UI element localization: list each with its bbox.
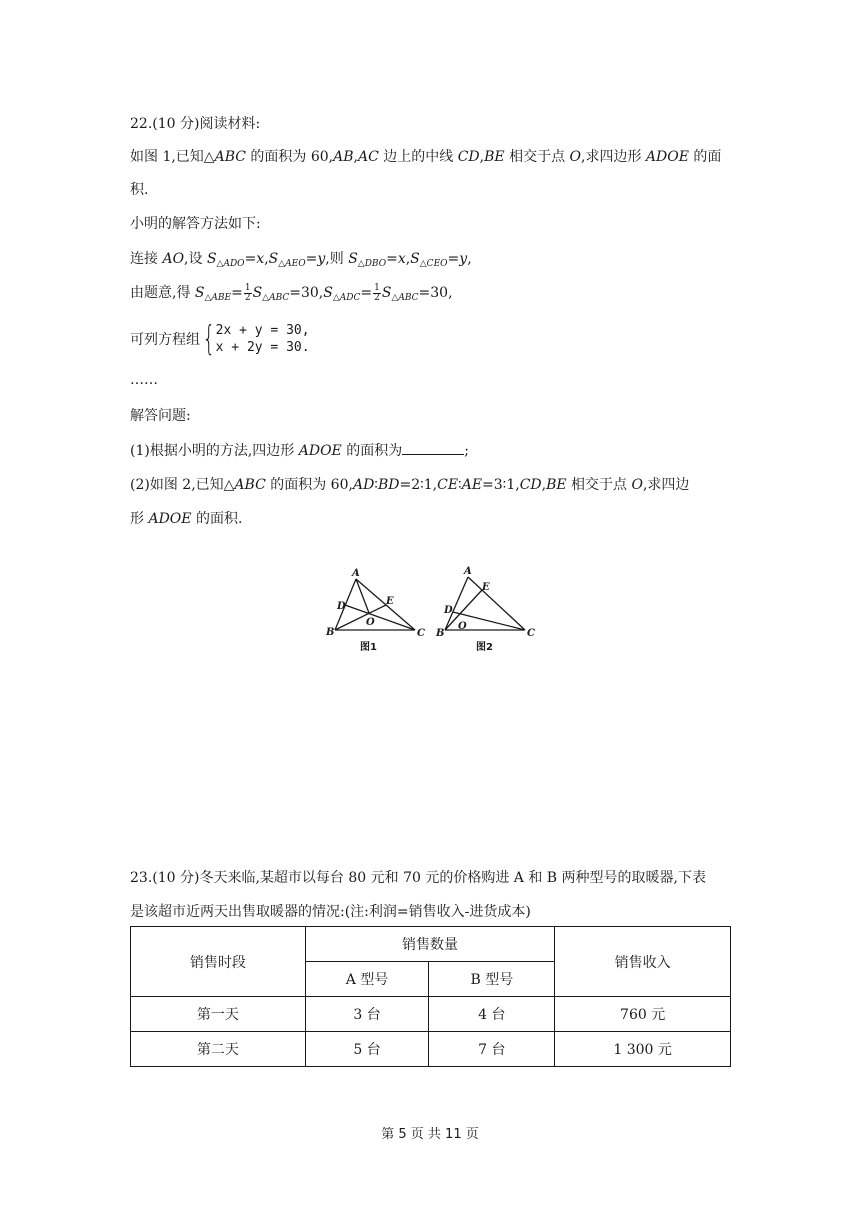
text: AO xyxy=(162,251,185,267)
text: 相交于点 xyxy=(504,149,570,165)
subscript: △DBO xyxy=(357,259,387,269)
q22-line8: 解答问题: xyxy=(130,408,191,424)
fig1-label-e: E xyxy=(386,596,394,607)
text: 的面 xyxy=(688,149,722,165)
subscript: △ABC xyxy=(391,293,419,303)
fig2-label-o: O xyxy=(458,621,467,632)
q22-line2: 积. xyxy=(130,182,149,198)
text: S xyxy=(410,251,420,267)
cell-income: 760 元 xyxy=(555,997,731,1032)
text: , xyxy=(264,251,269,267)
text: S xyxy=(206,251,217,267)
text: S xyxy=(252,285,263,301)
sales-table xyxy=(130,926,731,1067)
text: ADOE xyxy=(298,443,342,459)
text: 的面积为 60, xyxy=(245,149,334,165)
text: ,求四边形 xyxy=(581,149,646,165)
text: ∶ xyxy=(458,477,462,493)
cell-model-a: 3 台 xyxy=(305,997,429,1032)
header-quantity: 销售数量 xyxy=(305,927,555,962)
text: y xyxy=(317,251,326,267)
text: CD xyxy=(519,477,542,493)
text: , xyxy=(479,149,485,165)
text: = xyxy=(244,251,257,267)
text: ,求四边 xyxy=(642,477,690,493)
table-header-row xyxy=(131,927,731,962)
fig1-label-b: B xyxy=(326,627,335,638)
answer-blank[interactable] xyxy=(402,442,464,455)
fig1-label-d: D xyxy=(337,601,346,612)
text: ABC xyxy=(234,477,266,493)
cell-model-a: 5 台 xyxy=(305,1032,429,1067)
text: = xyxy=(360,285,373,301)
text: ABC xyxy=(214,149,246,165)
text: S xyxy=(323,285,333,301)
figure-1 xyxy=(335,579,415,630)
text: =30, xyxy=(289,285,324,301)
fig1-label-o: O xyxy=(366,617,375,628)
text: , xyxy=(353,149,358,165)
q22-line5 xyxy=(130,282,453,303)
text: 由题意,得 xyxy=(130,285,195,301)
q22-part2 xyxy=(130,474,689,494)
subscript: △ABC xyxy=(262,293,290,303)
q22-line6 xyxy=(130,319,310,359)
header-period: 销售时段 xyxy=(131,927,306,997)
text: (1)根据小明的方法,四边形 xyxy=(130,443,299,459)
q22-line3: 小明的解答方法如下: xyxy=(130,216,261,232)
fig1-caption: 图1 xyxy=(360,642,377,653)
subscript: △CEO xyxy=(419,259,448,269)
table-row xyxy=(131,1032,731,1067)
text: O xyxy=(569,149,582,165)
q23-line2: 是该超市近两天出售取暖器的情况:(注:利润=销售收入-进货成本) xyxy=(130,904,531,920)
fig2-label-a: A xyxy=(464,566,472,577)
fraction-denominator: 2 xyxy=(244,292,251,303)
text: CD xyxy=(457,149,480,165)
equation-2: x + 2y = 30. xyxy=(215,340,310,355)
cell-model-b: 4 台 xyxy=(429,997,555,1032)
text: 的面积. xyxy=(191,511,243,527)
q23-line1: 23.(10 分)冬天来临,某超市以每台 80 元和 70 元的价格购进 A 和 B 两种型号的取暖器,下表 xyxy=(130,870,706,886)
text: 边上的中线 xyxy=(378,149,458,165)
q22-part1 xyxy=(130,440,469,460)
page-footer: 第 5 页 共 11 页 xyxy=(381,1127,479,1142)
text: BE xyxy=(546,477,567,493)
fig2-caption: 图2 xyxy=(476,642,493,653)
text: ∶ xyxy=(374,477,378,493)
cell-period: 第二天 xyxy=(131,1032,306,1067)
geometry-figures xyxy=(320,565,550,660)
equation-brace: { xyxy=(202,319,216,359)
text: 连接 xyxy=(130,251,163,267)
q22-header: 22.(10 分)阅读材料: xyxy=(130,116,261,132)
fig1-label-a: A xyxy=(352,568,360,579)
text: = xyxy=(386,251,398,267)
subscript: △ABE xyxy=(204,293,232,303)
text: ,则 xyxy=(325,251,349,267)
text: =2∶1, xyxy=(399,477,438,493)
text: x xyxy=(256,251,265,267)
equation-system xyxy=(216,322,310,356)
text: x xyxy=(397,251,406,267)
equation-1: 2x + y = 30, xyxy=(215,323,310,338)
text: 相交于点 xyxy=(566,477,632,493)
fig2-label-c: C xyxy=(527,628,535,639)
text: =3∶1, xyxy=(482,477,520,493)
text: y xyxy=(459,251,468,267)
fig2-label-e: E xyxy=(482,582,490,593)
text: = xyxy=(447,251,460,267)
text: 形 xyxy=(130,511,149,527)
text: BE xyxy=(484,149,505,165)
segment-ac xyxy=(468,577,525,630)
text: S xyxy=(348,251,358,267)
text: S xyxy=(194,285,205,301)
text: AE xyxy=(461,477,483,493)
text: , xyxy=(467,251,472,267)
fraction-numerator: 1 xyxy=(374,282,380,293)
text: ADOE xyxy=(148,511,192,527)
text: , xyxy=(405,251,411,267)
text: O xyxy=(631,477,643,493)
fig2-label-b: B xyxy=(436,628,445,639)
q22-line4 xyxy=(130,248,472,269)
fig1-label-c: C xyxy=(417,628,425,639)
text: BD xyxy=(377,477,400,493)
fraction xyxy=(373,284,381,303)
text: =30, xyxy=(418,285,453,301)
text: , xyxy=(541,477,547,493)
text: 如图 1,已知△ xyxy=(130,149,215,165)
header-income: 销售收入 xyxy=(555,927,731,997)
text: S xyxy=(268,251,279,267)
q22-part2-cont xyxy=(130,508,242,528)
text: 的面积为 xyxy=(341,443,403,459)
text: AD xyxy=(352,477,375,493)
text: 可列方程组 xyxy=(130,332,200,348)
text: CE xyxy=(437,477,459,493)
cell-period: 第一天 xyxy=(131,997,306,1032)
text: ADOE xyxy=(645,149,689,165)
text: AB xyxy=(333,149,354,165)
text: ; xyxy=(464,443,469,459)
cell-income: 1 300 元 xyxy=(555,1032,731,1067)
text: = xyxy=(231,285,243,301)
header-model-a: A 型号 xyxy=(305,962,429,997)
text: 的面积为 60, xyxy=(265,477,353,493)
subscript: △ADC xyxy=(332,293,361,303)
fraction xyxy=(244,284,252,303)
fraction-numerator: 1 xyxy=(244,282,251,293)
subscript: △ADO xyxy=(216,259,245,269)
text: ,设 xyxy=(184,251,207,267)
text: = xyxy=(305,251,318,267)
q22-line7: …… xyxy=(130,372,158,388)
header-model-b: B 型号 xyxy=(429,962,555,997)
text: (2)如图 2,已知△ xyxy=(130,477,235,493)
fig2-label-d: D xyxy=(444,605,453,616)
q22-line1 xyxy=(130,146,721,166)
text: S xyxy=(381,285,392,301)
fraction-denominator: 2 xyxy=(374,292,380,303)
subscript: △AEO xyxy=(278,259,306,269)
cell-model-b: 7 台 xyxy=(429,1032,555,1067)
segment-cd xyxy=(345,605,415,630)
text: AC xyxy=(357,149,379,165)
table-row xyxy=(131,997,731,1032)
